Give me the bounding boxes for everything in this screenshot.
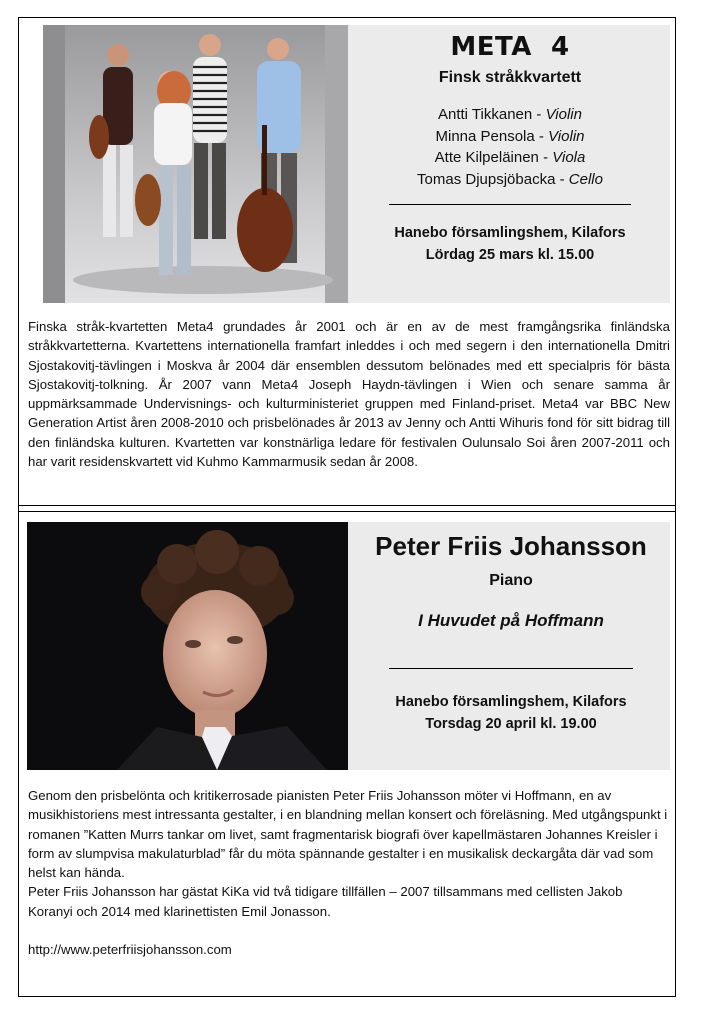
member-row: Antti Tikkanen - Violin [438,106,582,123]
concert2-description-p2: Peter Friis Johansson har gästat KiKa vid två tidigare tillfällen – 2007 tillsammans med cellisten Jakob Koranyi och 2014 med klarinettisten Emil Jonasson. [28,884,623,919]
concert2-description [28,786,670,959]
section-divider-top [18,505,676,506]
concert2-url[interactable]: http://www.peterfriisjohansson.com [28,942,232,958]
concert1-description: Finska stråk-kvartetten Meta4 grundades år 2001 och är en av de mest framgångsrika finländska stråkkvartetterna. Kvartettens internationella framfart inleddes i och med segern i den internationella Dmitri Sjostakovitj-tävlingen i Moskva år 2004 där ensemblen dessutom belönades med ett specialpris för bästa Sjostakovitj-tolkning. År 2007 vann Meta4 Joseph Haydn-tävlingen i Wien och senare samma år uppmärksammade Undervisnings- och kulturministeriet gruppen med Finland-priset. Meta4 var BBC New Generation Artist åren 2008-2010 och prisbelönades år 2013 av Jenny och Antti Wihuris fond för sitt bidrag till den finländska kulturen. Kvartetten var konstnärliga ledare för festivalen Oulunsalo Soi åren 2007-2011 och har varit residenskvartett vid Kuhmo Kammarmusik sedan år 2008. [28,319,670,470]
member-name: Tomas Djupsjöbacka [417,170,556,188]
concert2-program: I Huvudet på Hoffmann [418,611,604,630]
concert1-title: META 4 [450,32,570,62]
member-row: Minna Pensola - Violin [435,127,585,145]
concert2-rule [389,668,633,669]
concert1-date: Lördag 25 mars kl. 15.00 [425,247,595,263]
concert2-description-p1: Genom den prisbelönta och kritikerrosade pianisten Peter Friis Johansson möter vi Hoffmann, en av musikhistoriens mest intressanta gestalter, i en blandning mellan konsert och föreläsning. Med utgångspunkt i romanen ”Katten Murrs tankar om livet, samt fragmentarisk biografi över kapellmästaren Johannes Kreisler i form av slumpvisa makulaturblad” får du möta spännande gestalter i en musikalisk deckargåta där vad som helst kan hända. [28,788,668,881]
concert2-title: Peter Friis Johansson [375,531,647,561]
member-name: Minna Pensola [435,127,535,145]
concert2-info [352,527,670,735]
member-name: Atte Kilpeläinen [434,149,539,166]
concert2-venue: Hanebo församlingshem, Kilafors [395,694,627,710]
concert1-venue-block [350,222,670,266]
member-instrument: Violin [548,127,585,145]
concert2-instrument: Piano [489,572,533,589]
member-row: Atte Kilpeläinen - Viola [434,149,586,166]
member-name: Antti Tikkanen [438,106,533,123]
member-instrument: Viola [552,149,586,166]
member-row: Tomas Djupsjöbacka - Cello [417,170,603,188]
quartet-photo [43,25,348,303]
section-divider-bottom [18,511,676,512]
pianist-photo [27,522,348,770]
member-list [350,104,670,190]
concert2-date: Torsdag 20 april kl. 19.00 [425,716,597,732]
concert1-subtitle: Finsk stråkkvartett [438,69,582,86]
member-instrument: Cello [568,170,603,188]
concert2-venue-block [352,691,670,735]
member-instrument: Violin [545,106,582,123]
concert1-rule [389,204,631,205]
concert1-venue: Hanebo församlingshem, Kilafors [394,225,626,241]
concert1-info [350,30,670,266]
